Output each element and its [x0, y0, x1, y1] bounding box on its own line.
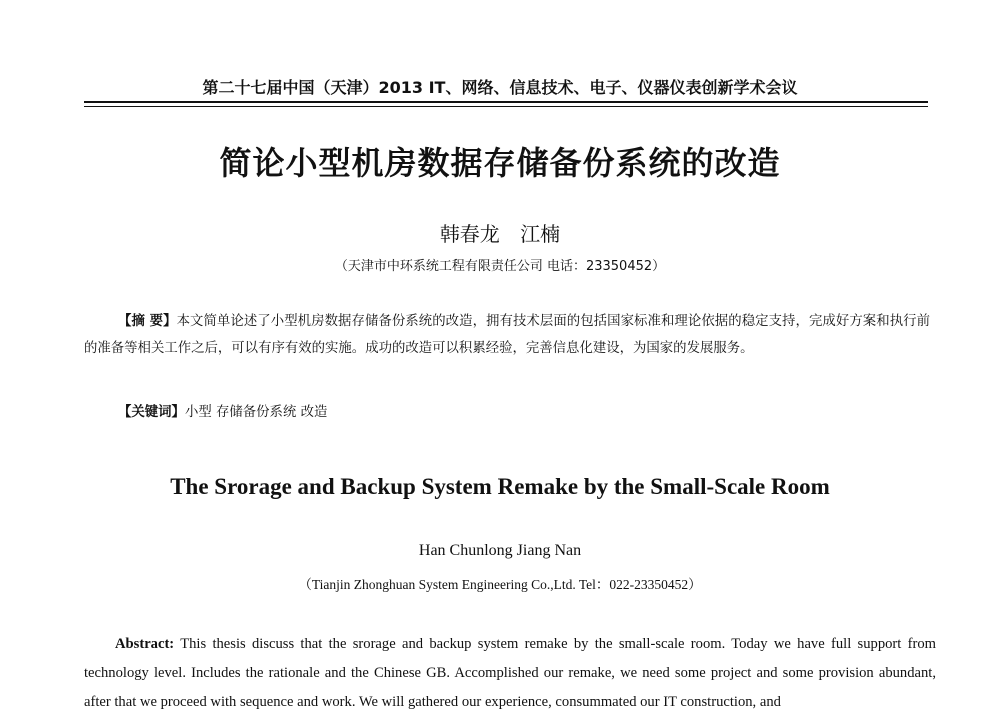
abstract-en-label: Abstract: [115, 636, 175, 652]
affiliation-en: （Tianjin Zhonghuan System Engineering Co.,Ltd. Tel：022-23350452） [298, 577, 702, 592]
paper-title-cn: 简论小型机房数据存储备份系统的改造 [219, 144, 781, 182]
keywords-cn-text: 小型 存储备份系统 改造 [184, 405, 328, 420]
affiliation-cn: （天津市中环系统工程有限责任公司 电话：23350452） [334, 259, 666, 274]
conference-header: 第二十七届中国（天津）2013 IT、网络、信息技术、电子、仪器仪表创新学术会议 [202, 78, 798, 97]
header-rule-thin [84, 106, 928, 107]
abstract-cn [84, 308, 930, 362]
header-rule-thick [84, 101, 928, 103]
abstract-en-text: This thesis discuss that the srorage and backup system remake by the small-scale room. Today we have full support from technology level. Includes the rationale and the Chinese GB. Accomplished our remake, we need some project and some provision abundant, after that we proceed with sequence and work. We will gathered our experience, consummated our IT construction, and [84, 636, 936, 710]
keywords-cn [118, 401, 327, 420]
paper-title-en: The Srorage and Backup System Remake by the Small-Scale Room [170, 474, 830, 499]
keywords-cn-label: 【关键词】 [118, 405, 185, 420]
abstract-cn-text: 本文简单论述了小型机房数据存储备份系统的改造，拥有技术层面的包括国家标准和理论依据的稳定支持，完成好方案和执行前的准备等相关工作之后，可以有序有效的实施。成功的改造可以积累经验，完善信息化建设，为国家的发展服务。 [84, 314, 930, 356]
abstract-en [84, 630, 936, 717]
abstract-cn-label: 【摘 要】 [118, 314, 177, 329]
authors-cn: 韩春龙 江楠 [439, 222, 561, 246]
authors-en: Han Chunlong Jiang Nan [418, 542, 582, 559]
